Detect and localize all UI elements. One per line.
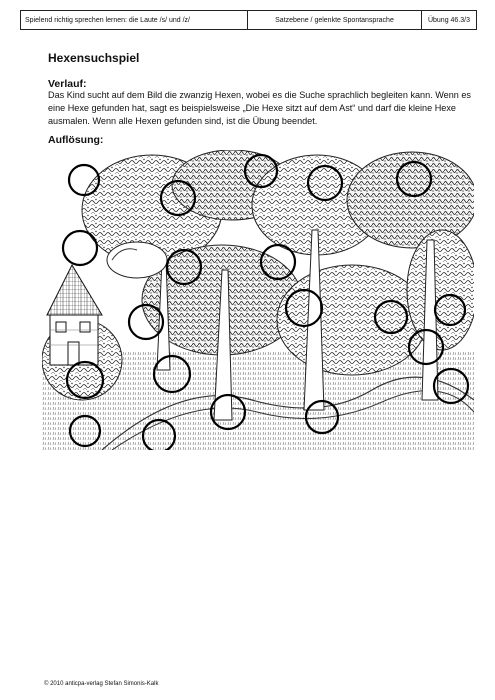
header-series-title: Spielend richtig sprechen lernen: die Laute /s/ und /z/ [21, 11, 248, 29]
header-table [20, 10, 477, 30]
loesung-heading: Auflösung: [48, 134, 104, 146]
header-level: Satzebene / gelenkte Spontansprache [248, 11, 422, 29]
page-title: Hexensuchspiel [48, 51, 140, 65]
verlauf-heading: Verlauf: [48, 78, 87, 90]
verlauf-text: Das Kind sucht auf dem Bild die zwanzig Hexen, wobei es die Suche sprachlich begleiten kann. Wenn es eine Hexe gefunden hat, sagt es beispielsweise „Die Hexe sitzt auf dem Ast“ und darf die kleine Hexe ausmalen. Wenn alle Hexen gefunden sind, ist die Übung beendet. [48, 90, 471, 126]
forest-witches-illustration [42, 150, 474, 450]
search-circle [63, 231, 97, 265]
header-exercise-number: Übung 46.3/3 [427, 16, 471, 24]
copyright-footer: © 2010 anticpa-verlag Stefan Simonis-Kalk [44, 681, 159, 687]
